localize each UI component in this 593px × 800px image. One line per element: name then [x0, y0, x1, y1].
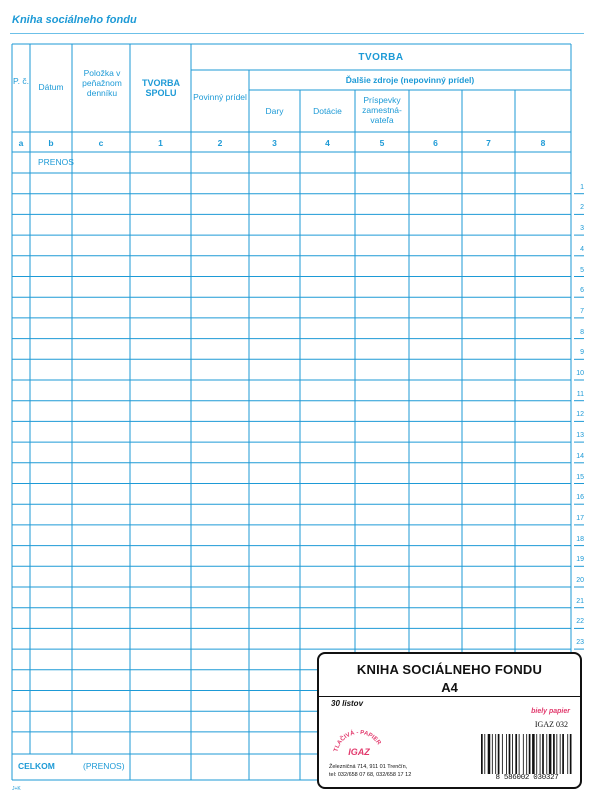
barcode-bar — [526, 734, 527, 774]
header-tvorba: TVORBA — [358, 52, 404, 63]
column-code: 1 — [158, 138, 163, 148]
barcode-bar — [519, 734, 520, 774]
celkom-label: CELKOM — [18, 761, 55, 771]
row-number: 10 — [576, 370, 584, 377]
label-sheets: 30 listov — [331, 699, 364, 708]
label-phone: tel: 032/658 07 68, 032/658 17 12 — [329, 772, 412, 778]
column-code: 6 — [433, 138, 438, 148]
column-code: 4 — [325, 138, 330, 148]
barcode-bar — [562, 734, 564, 774]
row-number: 2 — [580, 204, 584, 212]
label-code: IGAZ 032 — [534, 720, 568, 729]
barcode-bar — [498, 734, 500, 774]
column-code: 3 — [272, 138, 277, 148]
row-number: 1 — [580, 183, 584, 191]
header-datum: Dátum — [38, 82, 64, 92]
label-format: A4 — [441, 680, 458, 695]
row-number: 8 — [580, 328, 584, 336]
row-number: 16 — [576, 494, 584, 502]
svg-text:IGAZ: IGAZ — [348, 747, 370, 757]
row-number: 14 — [576, 452, 584, 460]
barcode-bar — [484, 734, 485, 774]
barcode-bar — [553, 734, 555, 774]
header-dary: Dary — [265, 106, 284, 116]
celkom-prenos-label: (PRENOS) — [83, 761, 125, 771]
row-number: 21 — [576, 597, 584, 605]
row-number: 20 — [576, 577, 584, 584]
barcode-bar — [509, 734, 511, 774]
barcode-bar — [512, 734, 513, 774]
header-pc: P. č. — [13, 76, 29, 86]
header-povinny: Povinný prídel — [193, 92, 247, 102]
label-title: KNIHA SOCIÁLNEHO FONDU — [356, 662, 543, 677]
barcode-bar — [540, 734, 541, 774]
prenos-label: PRENOS — [38, 157, 74, 167]
barcode-bar — [529, 734, 531, 774]
row-number: 9 — [580, 349, 584, 357]
barcode-bar — [546, 734, 547, 774]
barcode-bar — [549, 734, 552, 774]
barcode-bar — [532, 734, 535, 774]
barcode-bar — [515, 734, 517, 774]
row-number: 18 — [576, 535, 584, 543]
row-number: 5 — [580, 266, 584, 274]
barcode-bar — [542, 734, 544, 774]
barcode-bar — [560, 734, 561, 774]
column-code: 8 — [540, 138, 546, 148]
column-code: b — [48, 138, 54, 148]
page-title: Kniha sociálneho fondu — [12, 14, 137, 26]
column-code: c — [98, 138, 104, 148]
label-divider — [319, 696, 580, 697]
row-number: 3 — [580, 225, 584, 233]
row-number: 7 — [580, 307, 584, 315]
header-dotacie: Dotácie — [313, 106, 342, 116]
row-number: 11 — [576, 390, 584, 398]
barcode-digits: 8 586002 030327 — [495, 774, 559, 782]
row-number: 6 — [580, 287, 584, 295]
corner-mark: J+K — [12, 786, 21, 792]
igaz-stamp-logo — [329, 722, 389, 766]
row-number: 15 — [576, 473, 584, 481]
barcode-bar — [506, 734, 507, 774]
column-code: 5 — [379, 138, 385, 148]
barcode-bar — [523, 734, 524, 774]
header-dalsie-zdroje: Ďalšie zdroje (nepovinný prídel) — [345, 75, 475, 85]
barcode-bar — [536, 734, 537, 774]
barcode-bar — [492, 734, 493, 774]
row-number: 12 — [576, 411, 584, 419]
row-number: 4 — [580, 245, 584, 253]
row-number: 19 — [576, 556, 584, 564]
barcode-bar — [481, 734, 483, 774]
svg-text:TLAČIVÁ - PAPIER: TLAČIVÁ - PAPIER — [333, 729, 382, 753]
row-number: 22 — [576, 618, 584, 626]
column-code: 2 — [217, 138, 223, 148]
header-prispevky: Príspevky zamestná-vateľa — [362, 95, 402, 125]
header-polozka: Položka v peňažnom denníku — [82, 68, 122, 98]
label-address: Železničná 714, 911 01 Trenčín, — [329, 764, 408, 770]
column-code: a — [18, 138, 24, 148]
column-code: 7 — [486, 138, 491, 148]
barcode-bar — [567, 734, 568, 774]
barcode-bar — [570, 734, 572, 774]
header-tvorba-spolu: TVORBA SPOLU — [142, 78, 180, 98]
label-paper: biely papier — [531, 708, 570, 715]
barcode-bar — [556, 734, 557, 774]
barcode-bar — [488, 734, 491, 774]
row-number: 23 — [576, 639, 584, 647]
barcode-bar — [495, 734, 496, 774]
row-number: 17 — [576, 514, 584, 522]
barcode-bar — [502, 734, 503, 774]
product-label — [317, 652, 582, 789]
row-number: 13 — [576, 432, 584, 440]
barcode — [479, 734, 575, 774]
